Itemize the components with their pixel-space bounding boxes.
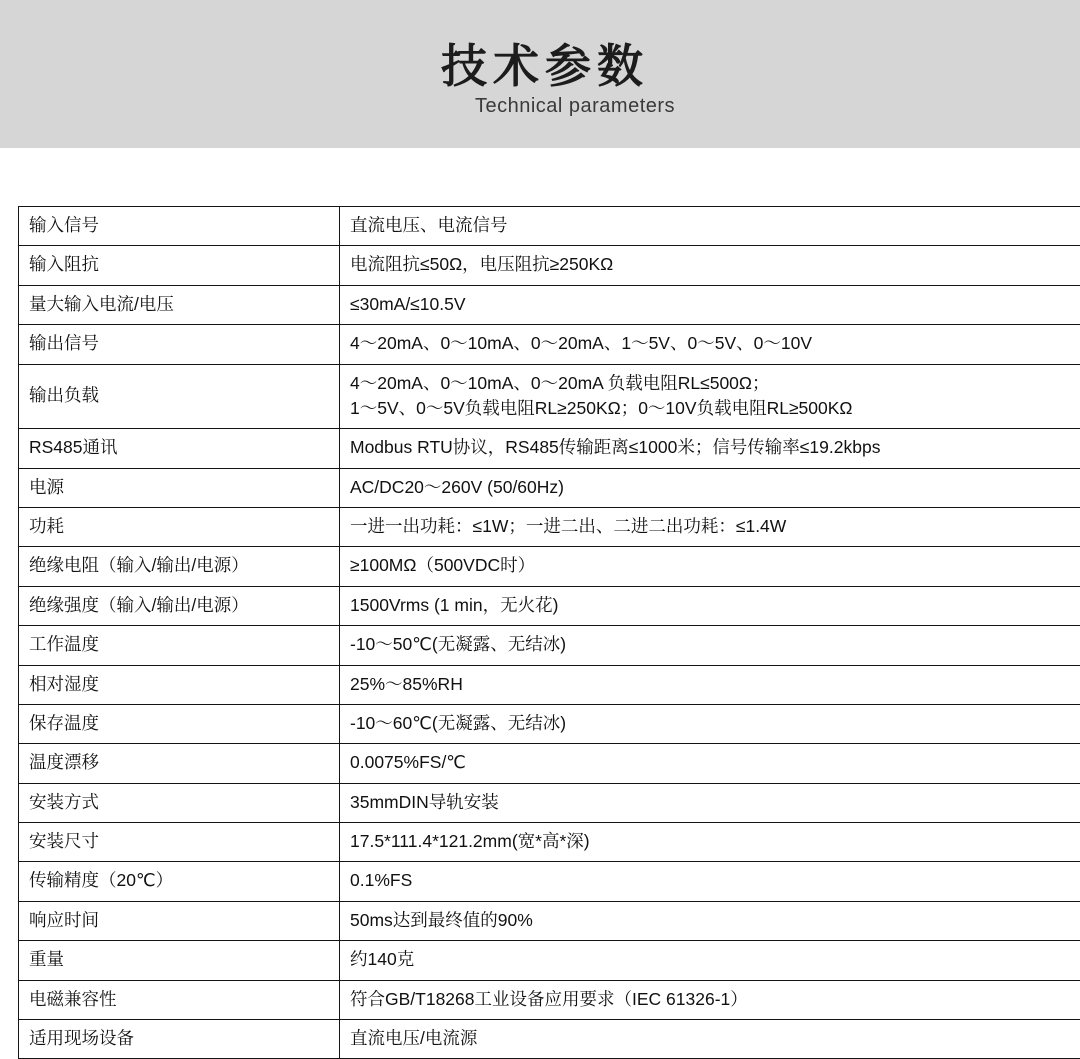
spec-label: 绝缘电阻（输入/输出/电源） — [19, 547, 340, 586]
spec-label: RS485通讯 — [19, 429, 340, 468]
spec-label: 工作温度 — [19, 626, 340, 665]
table-row — [19, 665, 1080, 704]
spec-value: 4～20mA、0～10mA、0～20mA、1～5V、0～5V、0～10V — [340, 325, 1080, 364]
spec-label: 温度漂移 — [19, 744, 340, 783]
table-row — [19, 508, 1080, 547]
spec-label: 传输精度（20℃） — [19, 862, 340, 901]
spec-value: 直流电压/电流源 — [340, 1019, 1080, 1058]
spec-value — [340, 364, 1080, 429]
table-row — [19, 429, 1080, 468]
spec-value: 35mmDIN导轨安装 — [340, 783, 1080, 822]
table-row — [19, 704, 1080, 743]
spec-table-body — [19, 207, 1080, 1059]
spec-value: ≤30mA/≤10.5V — [340, 285, 1080, 324]
table-row — [19, 207, 1080, 246]
table-row — [19, 862, 1080, 901]
page-banner — [0, 0, 1080, 148]
table-row — [19, 285, 1080, 324]
spec-label: 安装方式 — [19, 783, 340, 822]
spec-label: 输入信号 — [19, 207, 340, 246]
spec-label: 绝缘强度（输入/输出/电源） — [19, 586, 340, 625]
spec-label: 电磁兼容性 — [19, 980, 340, 1019]
table-row — [19, 468, 1080, 507]
spec-value: 直流电压、电流信号 — [340, 207, 1080, 246]
page-subtitle: Technical parameters — [475, 95, 675, 118]
table-row — [19, 364, 1080, 429]
table-row — [19, 744, 1080, 783]
spec-value: 0.0075%FS/℃ — [340, 744, 1080, 783]
spec-label: 电源 — [19, 468, 340, 507]
spec-value: 0.1%FS — [340, 862, 1080, 901]
spec-label: 相对湿度 — [19, 665, 340, 704]
spec-value: 1500Vrms (1 min，无火花) — [340, 586, 1080, 625]
table-row — [19, 1019, 1080, 1058]
spec-label: 响应时间 — [19, 901, 340, 940]
spec-value: 电流阻抗≤50Ω，电压阻抗≥250KΩ — [340, 246, 1080, 285]
table-row — [19, 246, 1080, 285]
table-row — [19, 547, 1080, 586]
spec-label: 重量 — [19, 941, 340, 980]
specification-table — [18, 206, 1080, 1059]
spec-value: 约140克 — [340, 941, 1080, 980]
spec-value: AC/DC20～260V (50/60Hz) — [340, 468, 1080, 507]
table-row — [19, 783, 1080, 822]
spec-label: 输出负载 — [19, 364, 340, 429]
spec-label: 适用现场设备 — [19, 1019, 340, 1058]
table-row — [19, 980, 1080, 1019]
table-row — [19, 325, 1080, 364]
page-title: 技术参数 — [441, 40, 649, 93]
table-row — [19, 901, 1080, 940]
spec-value-line-1: 4～20mA、0～10mA、0～20mA 负载电阻RL≤500Ω； — [350, 371, 1080, 396]
spec-value: 50ms达到最终值的90% — [340, 901, 1080, 940]
spec-value: Modbus RTU协议，RS485传输距离≤1000米；信号传输率≤19.2kbps — [340, 429, 1080, 468]
spec-label: 功耗 — [19, 508, 340, 547]
spec-label: 输入阻抗 — [19, 246, 340, 285]
spec-value: -10～60℃(无凝露、无结冰) — [340, 704, 1080, 743]
table-row — [19, 823, 1080, 862]
spec-value: 符合GB/T18268工业设备应用要求（IEC 61326-1） — [340, 980, 1080, 1019]
table-row — [19, 586, 1080, 625]
spec-value: 25%～85%RH — [340, 665, 1080, 704]
spec-table-wrapper — [18, 206, 1062, 1059]
spec-value: 一进一出功耗：≤1W；一进二出、二进二出功耗：≤1.4W — [340, 508, 1080, 547]
spec-label: 量大输入电流/电压 — [19, 285, 340, 324]
spec-value: 17.5*111.4*121.2mm(宽*高*深) — [340, 823, 1080, 862]
spec-value: -10～50℃(无凝露、无结冰) — [340, 626, 1080, 665]
spec-label: 输出信号 — [19, 325, 340, 364]
table-row — [19, 941, 1080, 980]
spec-label: 安装尺寸 — [19, 823, 340, 862]
spec-label: 保存温度 — [19, 704, 340, 743]
spec-value: ≥100MΩ（500VDC时） — [340, 547, 1080, 586]
table-row — [19, 626, 1080, 665]
spec-value-line-2: 1～5V、0～5V负载电阻RL≥250KΩ；0～10V负载电阻RL≥500KΩ — [350, 396, 1080, 421]
